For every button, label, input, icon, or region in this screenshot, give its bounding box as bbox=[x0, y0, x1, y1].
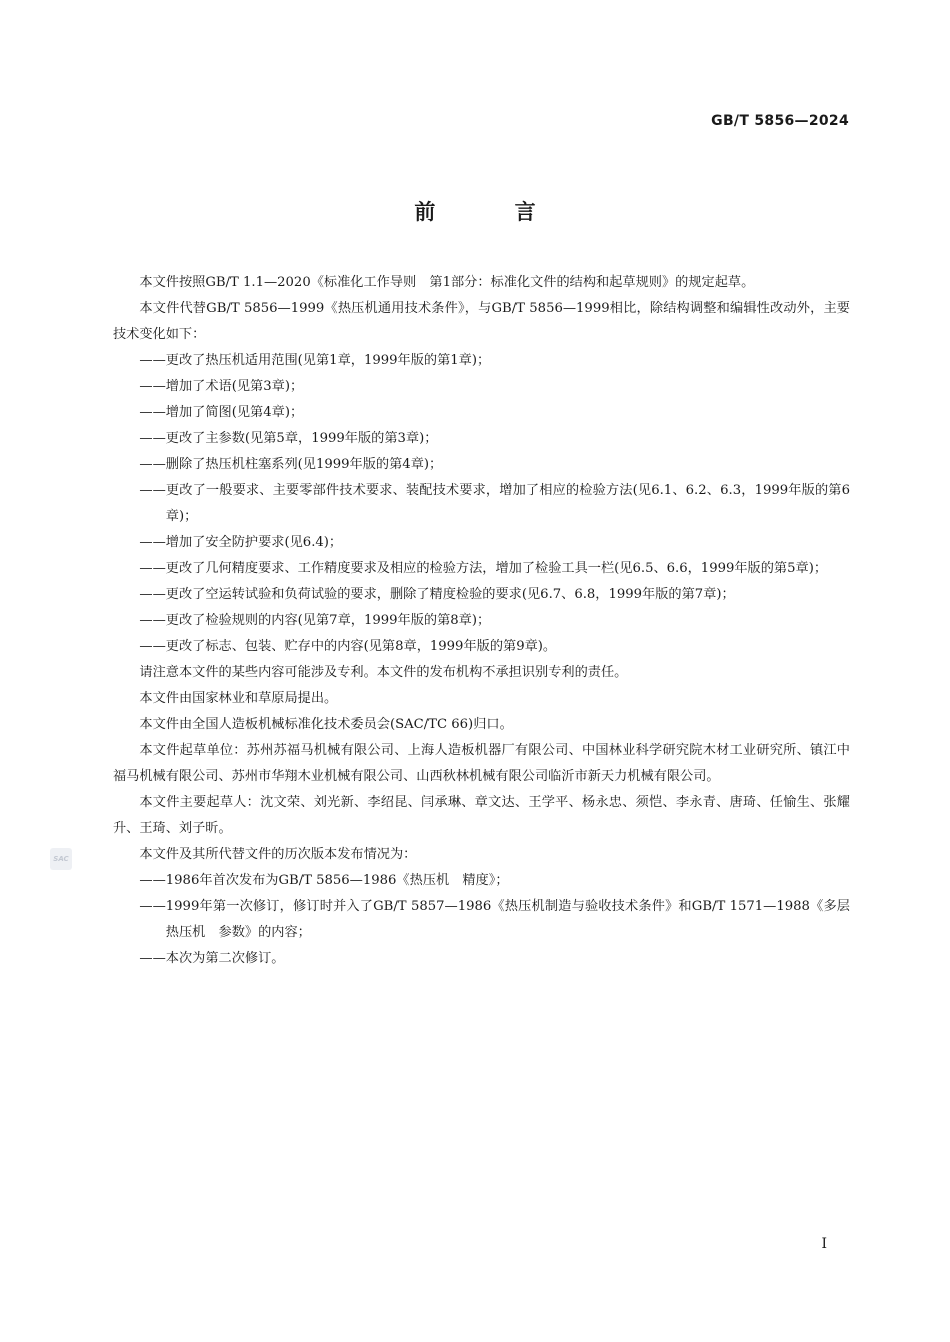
paragraph-replaces: 本文件代替GB/T 5856—1999《热压机通用技术条件》，与GB/T 5856—1999相比，除结构调整和编辑性改动外，主要技术变化如下： bbox=[113, 301, 850, 342]
change-item: ——更改了热压机适用范围(见第1章，1999年版的第1章)； bbox=[139, 353, 491, 368]
standard-code: GB/T 5856—2024 bbox=[711, 113, 849, 129]
paragraph-drafting-rules: 本文件按照GB/T 1.1—2020《标准化工作导则 第1部分：标准化文件的结构和起草规则》的规定起草。 bbox=[139, 275, 755, 290]
paragraph-proposed-by: 本文件由国家林业和草原局提出。 bbox=[139, 691, 338, 706]
history-item: ——1999年第一次修订，修订时并入了GB/T 5857—1986《热压机制造与验收技术条件》和GB/T 1571—1988《多层热压机 参数》的内容； bbox=[139, 899, 850, 940]
history-item: ——本次为第二次修订。 bbox=[139, 951, 285, 966]
sac-watermark-logo: SAC bbox=[50, 848, 72, 870]
foreword-body bbox=[113, 270, 850, 972]
change-item: ——更改了检验规则的内容(见第7章，1999年版的第8章)； bbox=[139, 613, 491, 628]
change-item: ——更改了一般要求、主要零部件技术要求、装配技术要求，增加了相应的检验方法(见6.1、6.2、6.3，1999年版的第6章)； bbox=[139, 483, 850, 524]
change-item: ——增加了简图(见第4章)； bbox=[139, 405, 304, 420]
page-number: I bbox=[821, 1236, 827, 1252]
change-item: ——删除了热压机柱塞系列(见1999年版的第4章)； bbox=[139, 457, 443, 472]
paragraph-drafters: 本文件主要起草人：沈文荣、刘光新、李绍昆、闫承琳、章文达、王学平、杨永忠、须恺、李永青、唐琦、任愉生、张耀升、王琦、刘子昕。 bbox=[113, 795, 850, 836]
change-item: ——增加了术语(见第3章)； bbox=[139, 379, 304, 394]
paragraph-patent-notice: 请注意本文件的某些内容可能涉及专利。本文件的发布机构不承担识别专利的责任。 bbox=[139, 665, 628, 680]
change-item: ——更改了标志、包装、贮存中的内容(见第8章，1999年版的第9章)。 bbox=[139, 639, 557, 654]
change-item: ——更改了主参数(见第5章，1999年版的第3章)； bbox=[139, 431, 438, 446]
change-item: ——更改了几何精度要求、工作精度要求及相应的检验方法，增加了检验工具一栏(见6.5、6.6，1999年版的第5章)； bbox=[139, 561, 828, 576]
paragraph-drafting-units: 本文件起草单位：苏州苏福马机械有限公司、上海人造板机器厂有限公司、中国林业科学研究院木材工业研究所、镇江中福马机械有限公司、苏州市华翔木业机械有限公司、山西秋林机械有限公司临沂市新天力机械有限公司。 bbox=[113, 743, 850, 784]
paragraph-history-intro: 本文件及其所代替文件的历次版本发布情况为： bbox=[139, 847, 417, 862]
change-item: ——更改了空运转试验和负荷试验的要求，删除了精度检验的要求(见6.7、6.8，1999年版的第7章)； bbox=[139, 587, 735, 602]
paragraph-committee: 本文件由全国人造板机械标准化技术委员会(SAC/TC 66)归口。 bbox=[139, 717, 513, 732]
history-item: ——1986年首次发布为GB/T 5856—1986《热压机 精度》； bbox=[139, 873, 509, 888]
page-title: 前 言 bbox=[414, 200, 572, 224]
change-item: ——增加了安全防护要求(见6.4)； bbox=[139, 535, 343, 550]
